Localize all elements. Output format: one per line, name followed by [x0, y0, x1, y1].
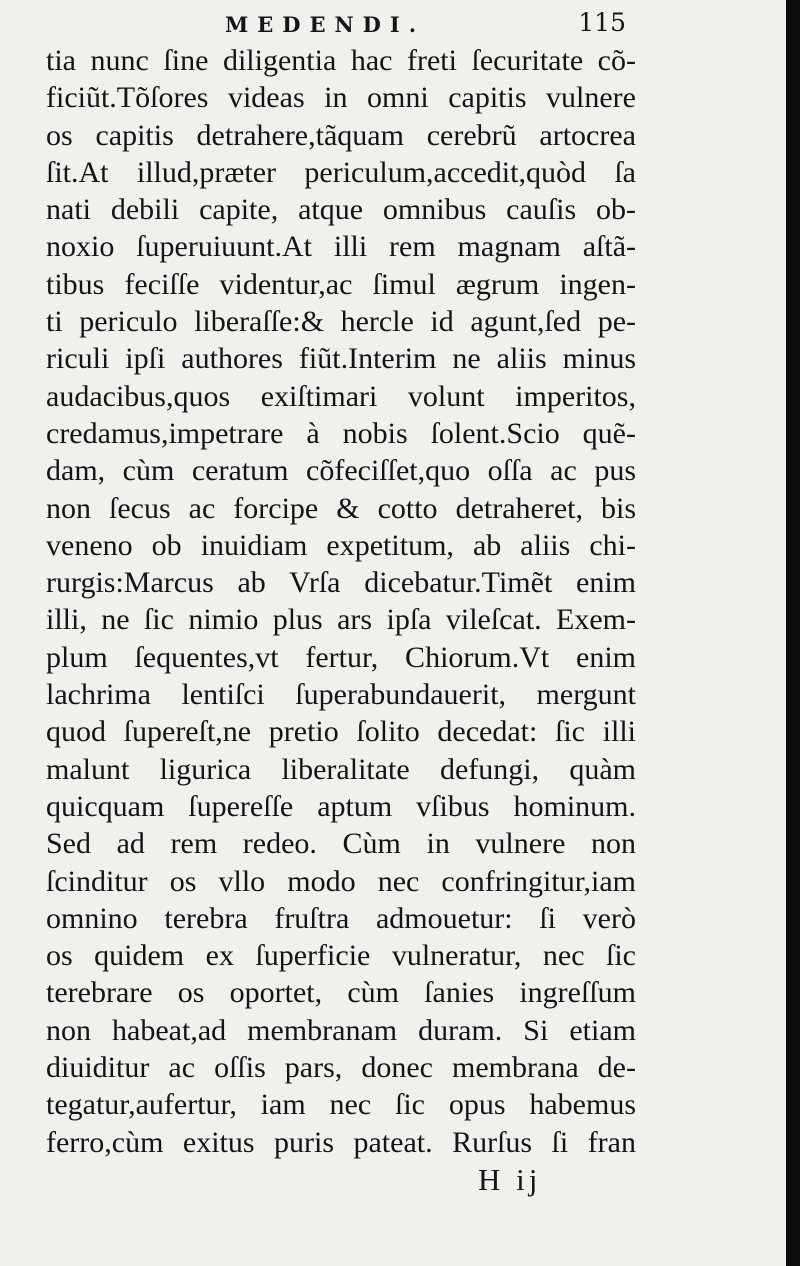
text-line: ferro,cùm exitus puris pateat. Rurſus ſi fran — [46, 1125, 636, 1159]
text-line: noxio ſuperuiuunt.At illi rem magnam aſtã- — [46, 230, 636, 264]
text-line: audacibus,quos exiſtimari volunt imperitos, — [46, 379, 636, 413]
text-line: nati debili capite, atque omnibus cauſis ob- — [46, 193, 636, 227]
text-line: malunt ligurica liberalitate defungi, quàm — [46, 752, 636, 786]
scan-edge — [786, 0, 800, 1266]
running-title: MEDENDI. — [225, 12, 426, 37]
text-line: non habeat,ad membranam duram. Si etiam — [46, 1013, 636, 1047]
show-through-mark — [640, 570, 750, 580]
text-line: illi, ne ſic nimio plus ars ipſa vileſcat. Exem- — [46, 603, 636, 637]
text-line: plum ſequentes,vt fertur, Chiorum.Vt enim — [46, 640, 636, 674]
text-line: os quidem ex ſuperficie vulneratur, nec ſic — [46, 939, 636, 973]
text-line: terebrare os oportet, cùm ſanies ingreſſum — [46, 976, 636, 1010]
text-line: non ſecus ac forcipe & cotto detraheret, bis — [46, 491, 636, 525]
signature-mark: H ij — [478, 1162, 542, 1197]
running-head — [50, 8, 630, 42]
text-line: tia nunc ſine diligentia hac freti ſecuritate cõ- — [46, 44, 636, 77]
text-line: credamus,impetrare à nobis ſolent.Scio quẽ- — [46, 416, 636, 450]
text-line: lachrima lentiſci ſuperabundauerit, mergunt — [46, 678, 636, 712]
text-line: rurgis:Marcus ab Vrſa dicebatur.Timẽt enim — [46, 566, 636, 600]
body-text — [46, 42, 636, 1161]
text-line: tegatur,aufertur, iam nec ſic opus habemus — [46, 1088, 636, 1122]
text-line: tibus feciſſe videntur,ac ſimul ægrum ingen- — [46, 267, 636, 301]
text-line: quod ſupereſt,ne pretio ſolito decedat: ſic illi — [46, 715, 636, 749]
text-line: diuiditur ac oſſis pars, donec membrana de- — [46, 1051, 636, 1085]
text-line: omnino terebra fruſtra admouetur: ſi verò — [46, 901, 636, 935]
text-line: ficiũt.Tõſores videas in omni capitis vulnere — [46, 81, 636, 115]
text-line: ſcinditur os vllo modo nec confringitur,iam — [46, 864, 636, 898]
text-line: os capitis detrahere,tãquam cerebrũ artocrea — [46, 118, 636, 152]
page-number: 115 — [578, 8, 626, 37]
text-line: riculi ipſi authores fiũt.Interim ne aliis minus — [46, 342, 636, 376]
text-line: ſit.At illud,præter periculum,accedit,quòd ſa — [46, 155, 636, 189]
text-line: Sed ad rem redeo. Cùm in vulnere non — [46, 827, 636, 861]
text-line: ti periculo liberaſſe:& hercle id agunt,ſed pe- — [46, 305, 636, 339]
text-line: veneno ob inuidiam expetitum, ab aliis chi- — [46, 528, 636, 562]
text-line: dam, cùm ceratum cõfeciſſet,quo oſſa ac pus — [46, 454, 636, 488]
text-line: quicquam ſupereſſe aptum vſibus hominum. — [46, 789, 636, 823]
